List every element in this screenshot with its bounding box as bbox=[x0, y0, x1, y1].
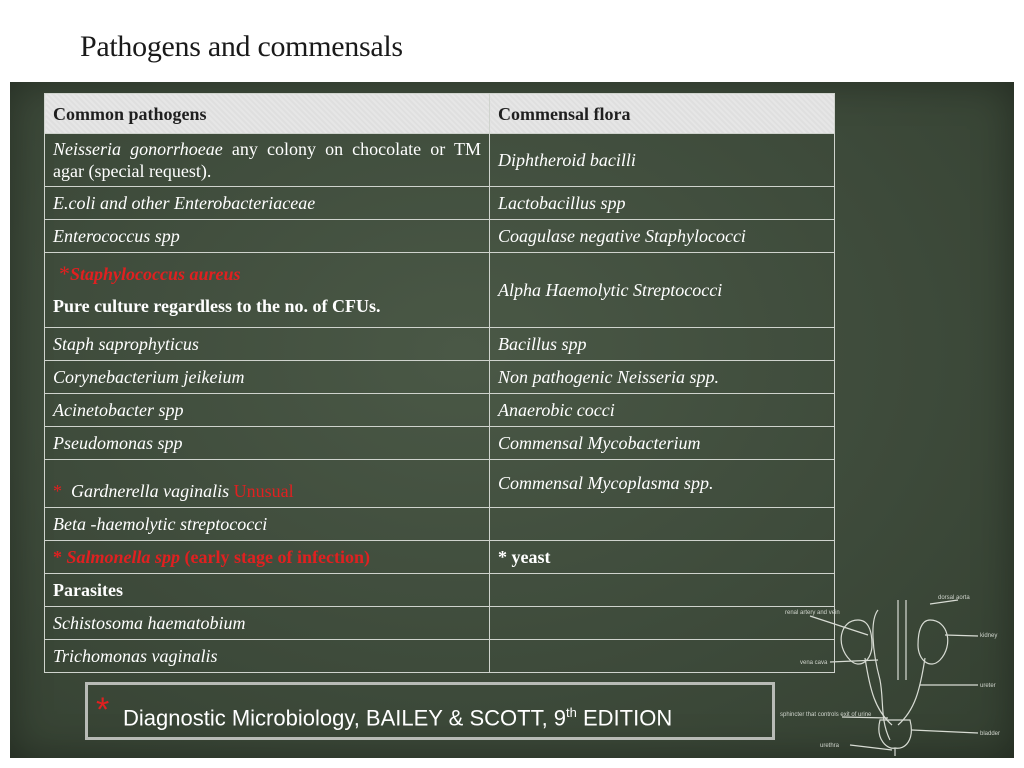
diagram-label: bladder bbox=[980, 731, 1001, 737]
pathogens-table bbox=[44, 93, 835, 673]
table-row bbox=[45, 460, 835, 508]
commensal-cell: Commensal Mycobacterium bbox=[490, 427, 835, 460]
right-ureter-shape bbox=[898, 658, 925, 725]
pathogen-note: any colony on chocolate or TM agar (special request). bbox=[53, 139, 482, 181]
diagram-label: renal artery and vein bbox=[785, 610, 840, 616]
pathogen-cell: Trichomonas vaginalis bbox=[45, 640, 490, 673]
pathogen-cell: Acinetobacter spp bbox=[45, 394, 490, 427]
commensal-cell: Diphtheroid bacilli bbox=[490, 134, 835, 187]
table-row bbox=[45, 361, 835, 394]
pathogen-cell bbox=[45, 541, 490, 574]
diagram-label: urethra bbox=[820, 743, 840, 749]
table-row bbox=[45, 607, 835, 640]
table-row bbox=[45, 640, 835, 673]
asterisk-marker: * bbox=[96, 691, 110, 729]
pathogen-name: Staphylococcus aureus bbox=[70, 264, 241, 284]
diagram-label: dorsal aorta bbox=[938, 595, 970, 601]
commensal-cell: Anaerobic cocci bbox=[490, 394, 835, 427]
bladder-shape bbox=[879, 720, 911, 748]
pathogen-cell: Schistosoma haematobium bbox=[45, 607, 490, 640]
citation-end: EDITION bbox=[576, 705, 673, 731]
pathogen-cell: E.coli and other Enterobacteriaceae bbox=[45, 187, 490, 220]
diagram-label: ureter bbox=[980, 683, 996, 689]
page-title: Pathogens and commensals bbox=[80, 30, 403, 63]
table-row bbox=[45, 220, 835, 253]
commensal-cell bbox=[490, 607, 835, 640]
pathogen-name: Neisseria gonorrhoeae bbox=[53, 139, 223, 159]
diagram-label: sphincter that controls exit of urine bbox=[780, 712, 872, 718]
diagram-label: kidney bbox=[980, 633, 998, 639]
table-row bbox=[45, 134, 835, 187]
pathogen-name: Salmonella spp bbox=[66, 547, 181, 567]
pathogen-cell: Beta -haemolytic streptococci bbox=[45, 508, 490, 541]
right-kidney-shape bbox=[918, 620, 948, 664]
asterisk-marker: * bbox=[59, 261, 70, 286]
unusual-tag: Unusual bbox=[233, 481, 294, 501]
citation-text bbox=[123, 705, 672, 731]
pathogen-name: Gardnerella vaginalis bbox=[71, 481, 230, 501]
column-header-pathogens: Common pathogens bbox=[45, 94, 490, 134]
table-row bbox=[45, 187, 835, 220]
pathogen-cell bbox=[45, 134, 490, 187]
citation-main: Diagnostic Microbiology, BAILEY & SCOTT, 9 bbox=[123, 705, 567, 731]
commensal-cell bbox=[490, 640, 835, 673]
asterisk-marker: * bbox=[53, 547, 62, 567]
pathogen-cell: Pseudomonas spp bbox=[45, 427, 490, 460]
asterisk-marker: * bbox=[53, 481, 62, 501]
pathogen-cell bbox=[45, 253, 490, 328]
table-row bbox=[45, 253, 835, 328]
commensal-cell bbox=[490, 508, 835, 541]
table-row bbox=[45, 574, 835, 607]
commensal-cell: Bacillus spp bbox=[490, 328, 835, 361]
diagram-label: vena cava bbox=[800, 660, 828, 666]
commensal-cell: * yeast bbox=[490, 541, 835, 574]
left-kidney-shape bbox=[841, 620, 872, 664]
column-header-commensals: Commensal flora bbox=[490, 94, 835, 134]
pathogen-note: Pure culture regardless to the no. of CFUs. bbox=[53, 296, 381, 316]
table-row bbox=[45, 328, 835, 361]
table-row bbox=[45, 394, 835, 427]
commensal-cell bbox=[490, 574, 835, 607]
pathogen-cell: Staph saprophyticus bbox=[45, 328, 490, 361]
citation-box bbox=[85, 682, 775, 740]
table-header-row bbox=[45, 94, 835, 134]
commensal-cell: Alpha Haemolytic Streptococci bbox=[490, 253, 835, 328]
commensal-cell: Lactobacillus spp bbox=[490, 187, 835, 220]
table-row bbox=[45, 541, 835, 574]
pathogen-cell bbox=[45, 460, 490, 508]
pathogen-cell: Enterococcus spp bbox=[45, 220, 490, 253]
table-row bbox=[45, 508, 835, 541]
pathogen-cell: Corynebacterium jeikeium bbox=[45, 361, 490, 394]
commensal-cell: Non pathogenic Neisseria spp. bbox=[490, 361, 835, 394]
pathogen-note: (early stage of infection) bbox=[180, 547, 370, 567]
commensal-cell bbox=[490, 460, 835, 508]
aorta-shape bbox=[898, 600, 906, 680]
commensal-name: Commensal Mycoplasma spp. bbox=[498, 473, 714, 493]
table-row bbox=[45, 427, 835, 460]
commensal-cell: Coagulase negative Staphylococci bbox=[490, 220, 835, 253]
pathogen-cell: Parasites bbox=[45, 574, 490, 607]
citation-superscript: th bbox=[566, 705, 577, 720]
